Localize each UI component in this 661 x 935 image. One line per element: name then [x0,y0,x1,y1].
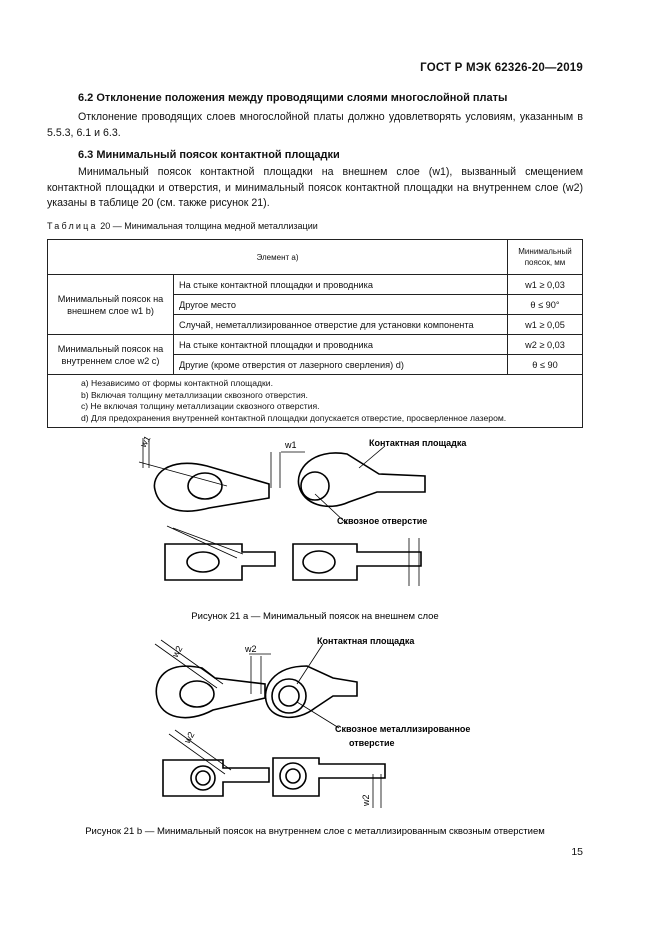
fig-b-dim-label-4: w2 [361,794,371,806]
min-annular-ring-table [47,239,583,428]
figure-21a-drawing [139,438,428,586]
table-cell-element: На стыке контактной площадки и проводника [174,275,508,295]
fig-b-dim-label-3: w2 [182,730,197,745]
footnote-c: c) Не включая толщину металлизации сквозного отверстия. [81,401,320,412]
table-cell-value: w1 ≥ 0,03 [508,275,583,295]
table-cell-element: На стыке контактной площадки и проводника [174,335,508,355]
table-cell-element: Случай, неметаллизированное отверстие для установки компонента [174,315,508,335]
table-footnotes [48,375,583,428]
section-6-2-title: 6.2 Отклонение положения между проводящими слоями многослойной платы [78,92,508,104]
fig-b-label-hole-2: отверстие [349,738,395,748]
fig-b-dim-label-2: w2 [245,644,257,654]
fig-a-dim-label-2: w1 [285,440,297,450]
figure-21a-caption: Рисунок 21 а — Минимальный поясок на внешнем слое [191,611,439,622]
section-6-3-body: Минимальный поясок контактной площадки на внешнем слое (w1), вызванный смещением контактной площадки и отверстия, и минимальный поясок контактной площадки на внутреннем слое (w2) указаны в таблице 20 (см. также рисунок 21). [47,166,583,209]
section-6-2-text [47,110,583,141]
table-caption [47,221,318,231]
table-caption-text: 20 — Минимальная толщина медной металлизации [100,221,318,231]
fig-b-dim-label: w2 [170,644,185,659]
fig-a-label-hole: Сквозное отверстие [337,516,428,526]
page-number: 15 [571,846,583,858]
fig-a-label-pad: Контактная площадка [369,438,467,448]
fig-b-label-pad: Контактная площадка [317,636,415,646]
group-label-outer: Минимальный поясок на внешнем слое w1 b) [48,275,174,335]
group-label-inner: Минимальный поясок на внутреннем слое w2 c) [48,335,174,375]
table-header-element: Элемент a) [48,240,508,275]
table-cell-value: w1 ≥ 0,05 [508,315,583,335]
fig-a-dim-label: w1 [138,434,153,449]
section-6-2-body: Отклонение проводящих слоев многослойной платы должно удовлетворять условиям, указанным в 5.5.3, 6.1 и 6.3. [47,111,583,139]
figure-21 [47,428,583,838]
table-cell-element: Другие (кроме отверстия от лазерного сверления) d) [174,355,508,375]
fig-b-label-hole-1: Сквозное металлизированное [335,724,471,734]
figure-21b-caption: Рисунок 21 b — Минимальный поясок на внутреннем слое с металлизированным сквозным отверстием [85,826,545,837]
table-header-value: Минимальный поясок, мм [508,240,583,275]
footnote-a: a) Независимо от формы контактной площадки. [81,378,273,388]
table-cell-value: θ ≤ 90° [508,295,583,315]
table-cell-value: θ ≤ 90 [508,355,583,375]
document-header: ГОСТ Р МЭК 62326-20—2019 [420,62,583,74]
table-caption-prefix: Таблица [47,221,98,231]
section-6-3-title: 6.3 Минимальный поясок контактной площадки [78,149,340,161]
table-cell-value: w2 ≥ 0,03 [508,335,583,355]
table-cell-element: Другое место [174,295,508,315]
section-6-3-text [47,165,583,212]
footnote-d: d) Для предохранения внутренней контактной площадки допускается отверстие, просверленное лазером. [81,412,507,423]
footnote-b: b) Включая толщину металлизации сквозного отверстия. [81,389,308,400]
